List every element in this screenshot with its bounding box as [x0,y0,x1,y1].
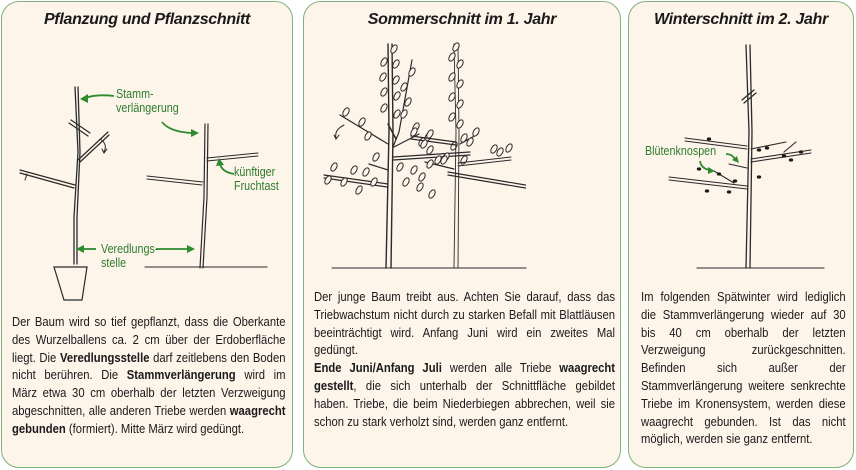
bud-icon [789,158,793,161]
bud-icon [733,179,737,182]
leaf-icon [425,145,434,155]
leaf-icon [455,99,464,109]
bold-term: waagrecht gestellt [314,360,615,393]
text-segment: wird im März etwa 30 cm oberhalb der letzten Verzweigung abgeschnitten, alle anderen Triebe werden [12,367,286,418]
text-segment: werden alle Triebe [441,360,560,376]
label-stammverlaengerung [116,87,179,115]
shaped-tree-drawing [395,42,526,268]
bud-icon [782,154,786,157]
leaf-icon [395,162,404,172]
leaf-icon [415,182,424,192]
bud-icon [727,190,731,193]
label-line: stelle [101,256,127,270]
pruned-tree-drawing [145,124,267,268]
panel-title: Sommerschnitt im 1. Jahr [367,11,557,28]
bud-icon [697,167,701,170]
leaf-icon [379,57,388,67]
leaf-icon [379,103,388,113]
label-line: Fruchtast [234,179,279,193]
leaf-icon [447,112,456,122]
panel-winter-cut [628,1,854,468]
leafy-tree-drawing [323,44,470,268]
panel-title: Winterschnitt im 2. Jahr [653,11,829,28]
leaf-icon [401,177,410,187]
label-line: Stamm- [116,87,154,101]
leaf-icon [389,44,398,54]
panel-description [314,288,615,430]
leaf-icon [447,52,456,62]
leaf-icon [425,129,434,139]
bold-term: waagrecht gebunden [12,402,286,436]
leaf-icon [455,79,464,89]
bold-term: Ende Juni/Anfang Juli [314,360,442,376]
bud-icon [707,137,711,140]
panel-description: Im folgenden Spätwinter wird lediglich die Stammverlängerung wieder auf 30 bis 40 cm oberhalb der letzten Verzweigung zurückgeschnitten. Befinden sich außer der Stammverlängerung weitere senkrechte Triebe im Kronensystem, werden diese waagrecht gebunden. Ist das nicht möglich, werden sie ganz entfernt. [641,289,846,447]
leaf-icon [427,189,436,199]
leaf-icon [407,67,416,77]
leaf-icon [339,177,348,187]
leaf-icon [379,87,388,97]
leaf-icon [371,152,380,162]
panel-title: Pflanzung und Pflanzschnitt [43,11,251,28]
bud-icon [757,148,761,151]
leaf-icon [455,119,464,129]
text-segment: Der Baum wird so tief gepflanzt, dass die Oberkante des Wurzelballens ca. 2 cm über der Erdoberfläche liegt. Die [12,314,286,365]
leaf-icon [341,107,350,117]
leaf-icon [451,42,460,52]
leaf-icon [361,167,370,177]
bold-term: Veredlungsstelle [59,349,150,365]
leaf-icon [357,117,366,127]
paragraph-horizontal [314,359,615,430]
text-segment: , die sich unterhalb der Schnittfläche gebildet haben. Triebe, die beim Niederbiegen abbrechen, weil sie schon zu stark verholzt sind, werden ganz entfernt. [314,377,615,429]
leaf-icon [459,155,468,165]
leaf-icon [504,143,513,153]
leaf-icon [329,162,338,172]
bud-icon [705,189,709,192]
leaf-icon [409,127,418,137]
bud-icon [757,175,761,178]
leaf-icon [417,172,426,182]
leaf-icon [354,185,363,195]
text-segment: darf zeitlebens den Boden nicht berühren. Die [12,349,286,383]
leaf-icon [471,127,480,137]
young-tree-drawing [20,87,109,300]
text-segment: (formiert). Mitte März wird gedüngt. [65,420,245,436]
label-line: Veredlungs- [101,242,159,256]
label-veredlungsstelle [101,242,158,270]
paragraph-intro: Der junge Baum treibt aus. Achten Sie darauf, dass das Triebwachstum nicht durch zu starken Befall mit Blattläusen beeinträchtigt wird. Anfang Juni wird ein zweites Mal gedüngt. [314,289,615,358]
leaf-icon [392,91,401,101]
label-fruchtast [234,165,279,193]
label-line: künftiger [234,165,276,179]
label-line: verlängerung [116,101,179,115]
leaf-icon [349,165,358,175]
bud-icon [717,172,721,175]
bold-term: Stammverlängerung [126,367,236,383]
leaf-icon [455,59,464,69]
panel-description [12,313,285,438]
bud-icon [765,146,769,149]
leaf-icon [392,109,401,119]
summer-illustration [304,32,621,282]
leaf-icon [425,159,434,169]
panel-summer-cut [303,1,621,468]
leaf-icon [378,72,387,82]
leaf-icon [399,109,408,119]
leaf-icon [449,141,458,151]
leaf-icon [399,82,408,92]
leaf-icon [363,131,372,141]
label-bluetenknospen: Blütenknospen [645,144,717,158]
leaf-icon [409,165,418,175]
bud-icon [799,150,803,153]
leaf-icon [323,175,332,185]
panel-planting [1,1,293,468]
label-arrows [76,94,234,253]
